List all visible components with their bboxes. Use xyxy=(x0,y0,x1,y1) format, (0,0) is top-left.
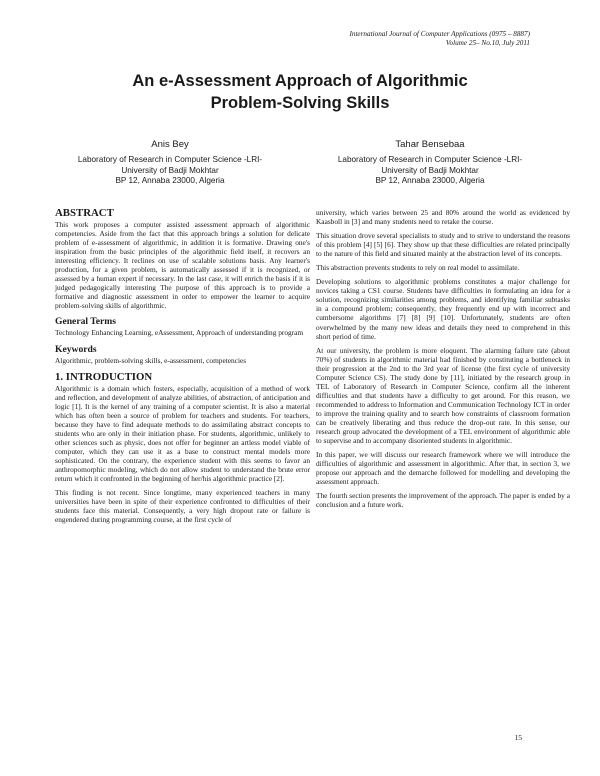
intro-paragraph: university, which varies between 25 and 80% around the world as evidenced by Kaasboll in [3] and many students need to retake the course. xyxy=(316,208,570,227)
intro-paragraph: The fourth section presents the improvement of the approach. The paper is ended by a conclusion and a future work. xyxy=(316,491,570,510)
title-line-2: Problem-Solving Skills xyxy=(210,94,390,112)
journal-volume: Volume 25– No.10, July 2011 xyxy=(445,39,530,47)
intro-paragraph: This finding is not recent. Since longtime, many experienced teachers in many universities have been in spite of their experience confronted to difficulties of their students face this material. Consequently, a very high dropout rate or failure is engendered during programming course, at the first cycle of xyxy=(55,488,310,525)
author-address: BP 12, Annaba 23000, Algeria xyxy=(375,176,485,185)
intro-paragraph: At our university, the problem is more eloquent. The alarming failure rate (about 70%) of students in algorithmic material had finished by constituting a bottleneck in their progression at the 2nd to the 3rd year of license (the first cycle of university Computer Science CS). The study done by [11], initiated by the research group in TEL of Laboratory of Research in Computer Science, confirm all the inherent difficulties and that students have a difficulty to get around. For this reason, we recommended to address to Information and Communication Technology ICT in order to improve the training quality and to search how constraints of classroom formation can be creatively liberating and thus reduce the drop-out rate. In this sense, our research group advocated the development of a TEL environment of algorithmic able to supervise and to accompany disoriented students in algorithmic. xyxy=(316,345,570,446)
author-university: University of Badji Mokhtar xyxy=(121,165,219,175)
keywords-heading: Keywords xyxy=(55,343,97,355)
author-name: Tahar Bensebaa xyxy=(395,139,465,150)
right-column xyxy=(316,208,570,514)
author-affiliation: Laboratory of Research in Computer Science -LRI- xyxy=(337,155,523,164)
page-number: 15 xyxy=(514,733,522,742)
general-terms-heading: General Terms xyxy=(55,316,117,328)
intro-paragraph: Developing solutions to algorithmic problems constitutes a major challenge for novices taking a CS1 course. Students have difficulties in formulating an idea for a solution, recognizing similarities among problems, and identifying familiar subtasks in a compound problem; consequently, they frequently end up with incorrect and cumbersome algorithms [7] [8] [9] [10]. Unfortunately, students are often overwhelmed by the many new ideas and details they need to comprehend in this short period of time. xyxy=(316,277,570,341)
introduction-heading: 1. INTRODUCTION xyxy=(55,370,153,383)
journal-header xyxy=(349,30,530,48)
author-address: BP 12, Annaba 23000, Algeria xyxy=(115,176,225,185)
author-university: University of Badji Mokhtar xyxy=(381,165,479,175)
intro-paragraph: This situation drove several specialists to study and to strive to understand the reasons of this problem [4] [5] [6]. They show up that these difficulties are related principally to the nature of this field and situated mainly at the abstraction level of its concepts. xyxy=(316,231,570,259)
intro-paragraph: This abstraction prevents students to rely on real model to assimilate. xyxy=(316,263,520,273)
keywords-text: Algorithmic, problem-solving skills, e-assessment, competencies xyxy=(55,355,247,365)
intro-paragraph: Algorithmic is a domain which fosters, especially, acquisition of a method of work and reflection, and development of analyze abilities, of abstraction, of anticipation and logic [1]. It is the kernel of any training of a computer scientist. It is also a material which has often been a source of problem for teachers and students. For teachers, because they have to find adequate methods to do assimilating abstract concepts to students who are only in their initiation phase. For students, algorithmic, unlikely to other sciences such as physic, does not offer for beginner an artless model viable of computer, which they can use it as a base to construct mental models more sophisticated. On the contrary, the experience student with this seems to favor an anthropomorphic modeling, which do not allow student to understand the brute error return which it confronted in the beginning of her/his algorithmic practice [2]. xyxy=(55,383,310,484)
journal-name: International Journal of Computer Applications (0975 – 8887) xyxy=(349,30,530,38)
author-block-2 xyxy=(300,139,560,187)
intro-paragraph: In this paper, we will discuss our research framework where we will introduce the difficulties of algorithmic and assessment in algorithmic. After that, in section 3, we propose our approach and the demarche followed for modelling and developing the assessment approach. xyxy=(316,450,570,487)
abstract-text: This work proposes a computer assisted assessment approach of algorithmic competencies. Aside from the fact that this approach brings a solution for delicate problem of e-assessment of algorithmic, in addition it is formative. Drawing one's inspiration from the basic principles of the algorithmic field itself, it recovers an interesting efficiency. It reclines on use of scalable solutions basis. Any learner's production, for a given problem, is automatically assessed if it is recognized, or assessed by a human expert if necessary. In the last case, it will enrich the basis if it is judged pedagogically interesting The purpose of this approach is to provide a formative and diagnostic assessment in order to empower the learner to acquire problem-solving skills of algorithmic. xyxy=(55,220,310,311)
author-block-1 xyxy=(40,139,300,187)
author-name: Anis Bey xyxy=(151,139,189,150)
title-line-1: An e-Assessment Approach of Algorithmic xyxy=(132,72,468,90)
general-terms-text: Technology Enhancing Learning, eAssessment, Approach of understanding program xyxy=(55,328,304,338)
paper-title xyxy=(0,70,600,114)
left-column xyxy=(55,207,310,529)
author-affiliation: Laboratory of Research in Computer Science -LRI- xyxy=(77,155,263,164)
abstract-heading: ABSTRACT xyxy=(55,207,114,219)
